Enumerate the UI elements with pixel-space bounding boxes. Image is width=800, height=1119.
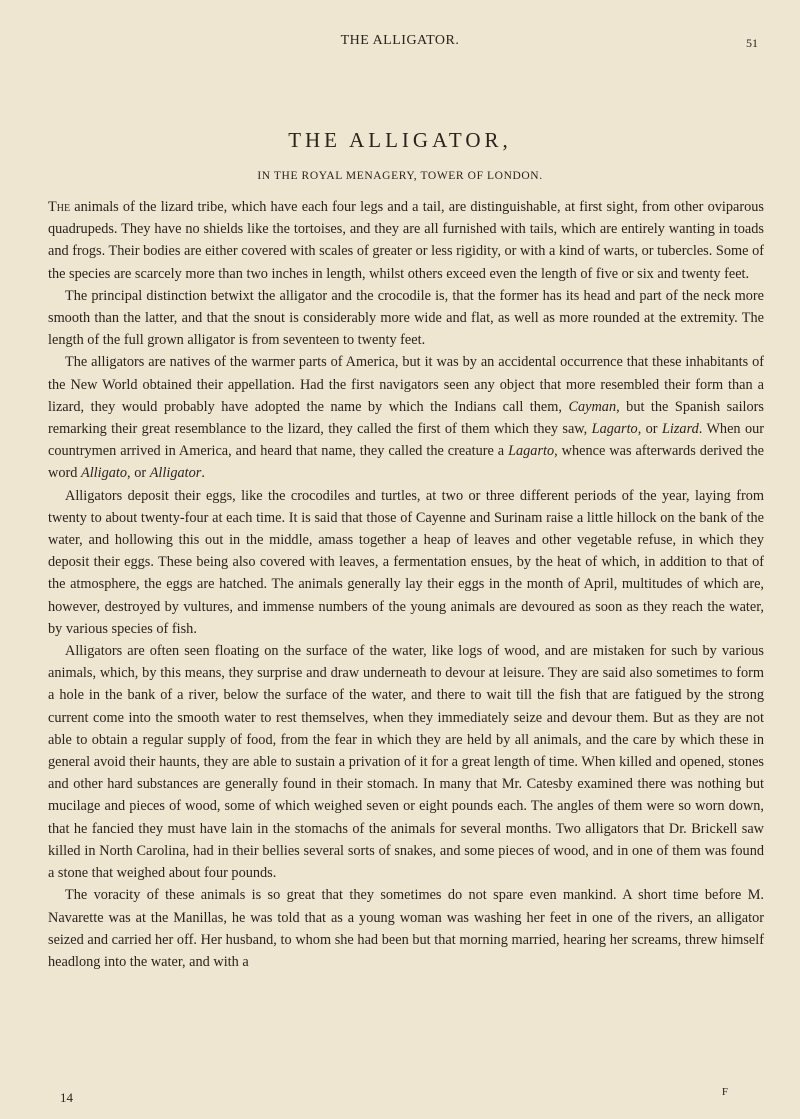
page-number: 51 [746,36,758,50]
paragraph-4: Alligators deposit their eggs, like the crocodiles and turtles, at two or three different periods of the year, laying from twenty to about twenty-four at each time. It is said that those of Cayenne and Surinam raise a little hillock on the bank of the water, and hollowing this out in the middle, amass together a heap of leaves and other vegetable refuse, in which they deposit their eggs. These being also covered with leaves, a fermentation ensues, by the heat of which, in addition to that of the atmosphere, the eggs are hatched. The animals generally lay their eggs in the month of April, multitudes of which are, however, destroyed by vultures, and immense numbers of the young animals are devoured as soon as they reach the water, by various species of fish. [48,487,764,637]
term-lagarto-2: Lagarto [508,443,555,460]
lead-word: The [48,199,71,215]
p3-text-f: , or [127,465,150,482]
article-title: THE ALLIGATOR, [288,128,512,152]
term-alligator: Alligator [149,465,202,482]
p3-text-g: . [201,465,205,482]
term-alligato: Alligato [80,465,128,482]
p3-text-d: . When our countrymen arrived in America, and heard that name, they called the creature a [48,421,764,460]
signature-letter: F [721,1086,728,1098]
signature-number: 14 [60,1090,73,1105]
running-head: THE ALLIGATOR. [340,33,460,48]
article-body [48,196,764,973]
term-cayman: Cayman [568,398,617,415]
p3-text-b: , but the Spanish sailors remarking their great resemblance to the lizard, they called the first of them which they saw, [48,398,764,438]
term-lizard: Lizard [661,421,699,438]
paragraph-1 [48,196,764,285]
paragraph-2: The principal distinction betwixt the alligator and the crocodile is, that the former has its head and part of the neck more smooth than the latter, and that the snout is considerably more wide and flat, as well as more rounded at the extremity. The length of the full grown alligator is from seventeen to twenty feet. [48,287,764,349]
paragraph-6: The voracity of these animals is so great that they sometimes do not spare even mankind. A short time before M. Navarette was at the Manillas, he was told that as a young woman was washing her feet in one of the rivers, an alligator seized and carried her off. Her husband, to whom she had been but that morning married, hearing her screams, threw himself headlong into the water, and with a [48,887,764,970]
paragraph-3 [48,351,764,484]
paragraph-5: Alligators are often seen floating on the surface of the water, like logs of wood, and are mistaken for such by various animals, which, by this means, they surprise and draw underneath to devour at leisure. They are said also sometimes to form a hole in the bank of a river, below the surface of the water, and there to wait till the fish that are fatigued by the strong current come into the smooth water to rest themselves, when they immediately seize and devour them. But as they are not able to obtain a regular supply of food, from the fear in which they are held by all animals, and the care by which these in general avoid their haunts, they are able to sustain a privation of it for a great length of time. When killed and opened, stones and other hard substances are generally found in their stomach. In many that Mr. Catesby examined there was nothing but mucilage and pieces of wood, some of which weighed seven or eight pounds each. The angles of them were so worn down, that he fancied they must have lain in the stomachs of the animals for several months. Two alligators that Dr. Brickell saw killed in North Carolina, had in their bellies several sorts of snakes, and some pieces of wood, and in one of them was found a stone that weighed about four pounds. [48,643,764,882]
term-lagarto: Lagarto [591,421,638,438]
p3-text-c: , or [637,421,662,438]
p3-text-a: The alligators are natives of the warmer parts of America, but it was by an accidental occurrence that these inhabitants of the New World obtained their appellation. Had the first navigators seen any object that more resembled their form than a lizard, they would probably have adopted the name by which the Indians call them, [48,354,764,415]
article-subtitle: IN THE ROYAL MENAGERY, TOWER OF LONDON. [257,170,543,182]
p3-text-e: , whence was afterwards derived the word [48,443,764,482]
paragraph-1-text: animals of the lizard tribe, which have each four legs and a tail, are distinguishable, at first sight, from other oviparous quadrupeds. They have no shields like the tortoises, and they are all furnished with tails, which are entirely wanting in toads and frogs. Their bodies are either covered with scales of greater or less rigidity, or with a kind of warts, or tubercles. Some of the species are scarcely more than two inches in length, whilst others exceed even the length of five or six and twenty feet. [48,199,764,282]
